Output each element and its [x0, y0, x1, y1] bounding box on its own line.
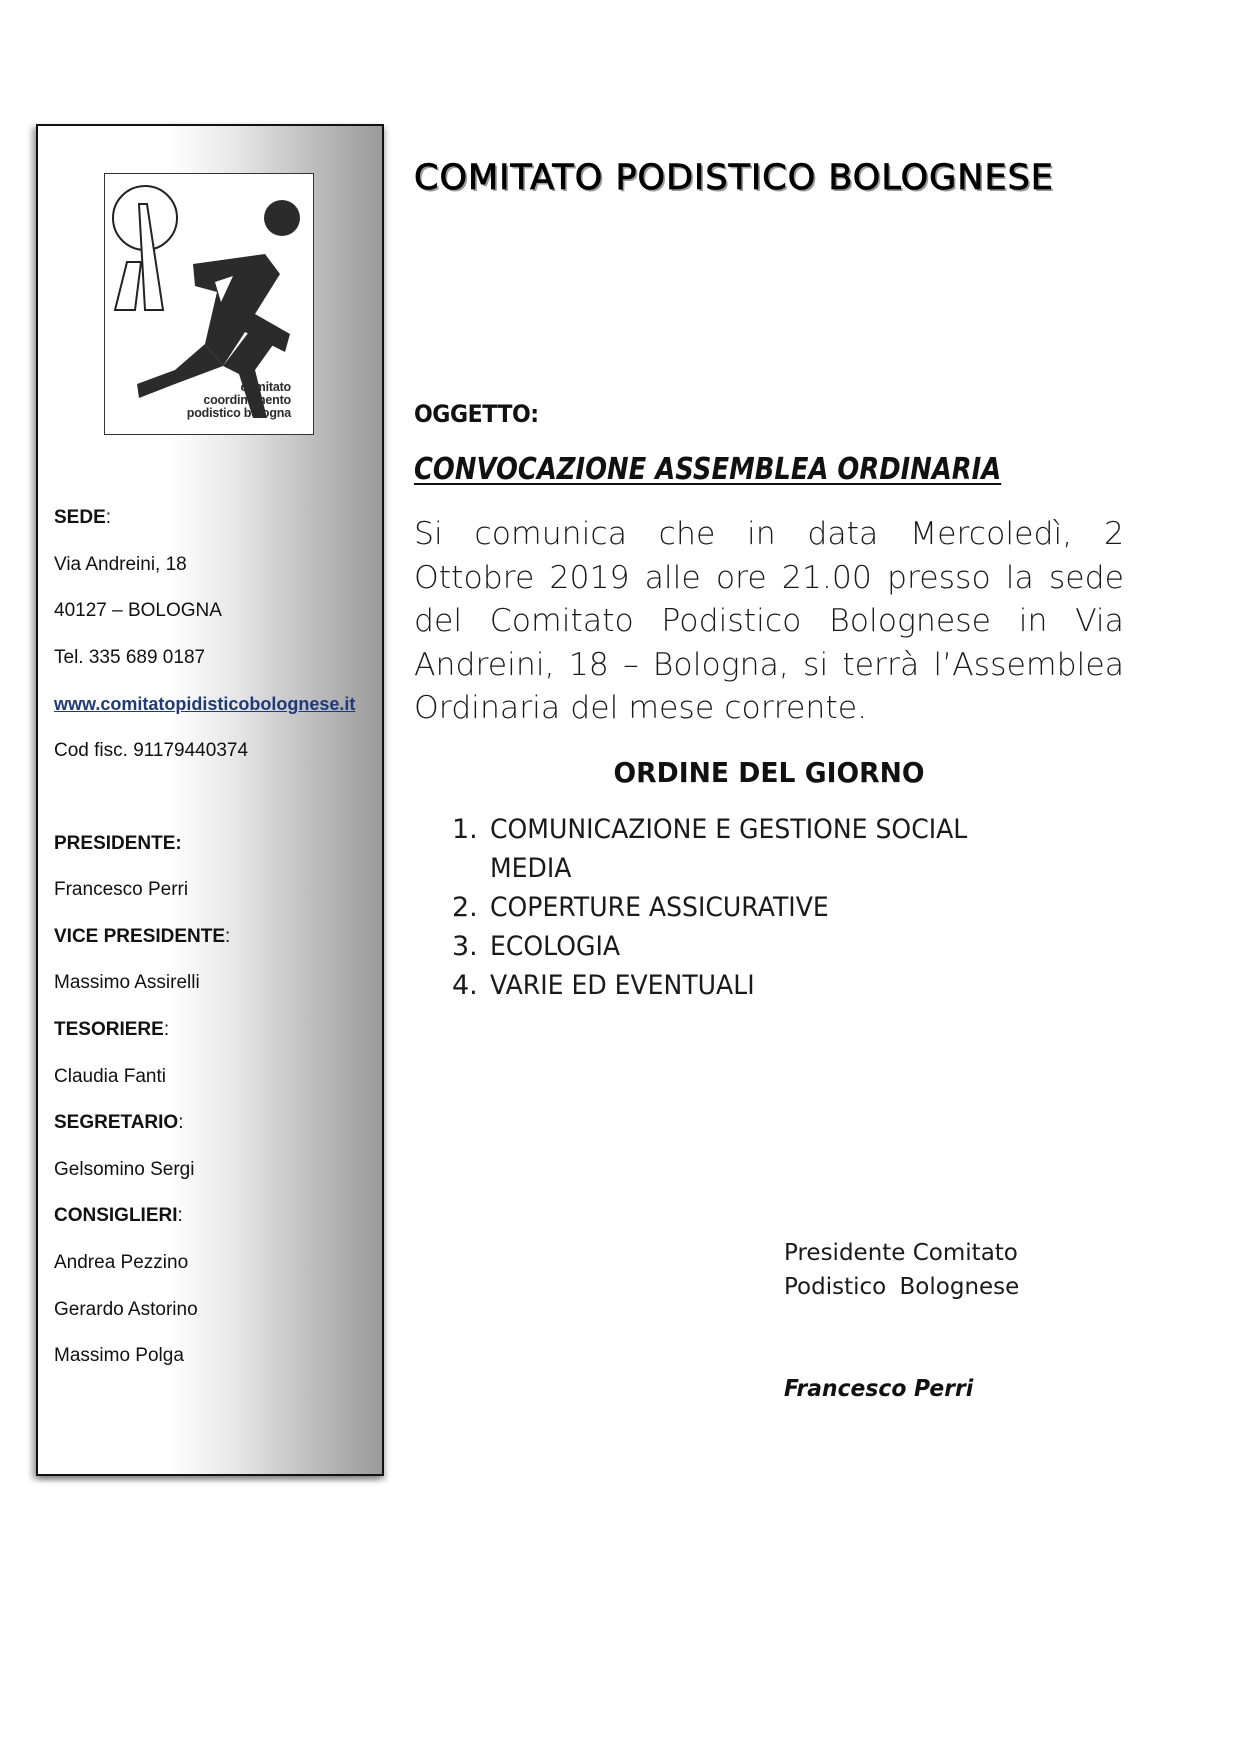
website-row [54, 693, 374, 740]
agenda-title: ORDINE DEL GIORNO [613, 756, 925, 789]
phone-number: Tel. 335 689 0187 [54, 646, 206, 668]
logo-caption-line: coordinamento [203, 393, 291, 407]
agenda-item-text: COMUNICAZIONE E GESTIONE SOCIAL MEDIA [490, 814, 968, 884]
role-name: Francesco Perri [54, 879, 189, 901]
signature-title-line1: Presidente Comitato [784, 1240, 1018, 1266]
role-name: Massimo Assirelli [54, 972, 200, 994]
role-label-consiglieri [54, 1205, 374, 1252]
logo-caption [187, 381, 291, 420]
role-label-vice-presidente [54, 926, 374, 973]
role-name: Gerardo Astorino [54, 1298, 198, 1320]
role-label-tesoriere [54, 1019, 374, 1066]
agenda-item-number: 4. [452, 970, 478, 1001]
role-label: CONSIGLIERI [54, 1205, 178, 1227]
page-title [414, 158, 1054, 198]
logo [104, 173, 314, 435]
role-label-presidente [54, 833, 374, 880]
role-label: TESORIERE [54, 1018, 164, 1040]
tax-code: Cod fisc. 91179440374 [54, 739, 249, 761]
spacer [54, 787, 374, 833]
sidebar-info [54, 507, 374, 1392]
role-name: Gelsomino Sergi [54, 1158, 195, 1180]
logo-caption-line: comitato [240, 380, 291, 394]
colon: : [105, 507, 112, 528]
role-label: SEGRETARIO [54, 1112, 179, 1134]
body-paragraph: Si comunica che in data Mercoledì, 2 Ottobre 2019 alle ore 21.00 presso la sede del Comitato Podistico Bolognese in Via Andreini, 18 – Bologna, si terrà l’Assemblea Ordinaria del mese corrente. [414, 516, 1124, 726]
signature-block [784, 1236, 1019, 1304]
agenda-item-number: 2. [452, 892, 478, 923]
role-name: Massimo Polga [54, 1345, 184, 1367]
role-label-segretario [54, 1112, 374, 1159]
agenda-item-number: 3. [452, 931, 478, 962]
address-line1: Via Andreini, 18 [54, 553, 187, 575]
sede-label: SEDE [54, 507, 106, 528]
agenda-item-text: ECOLOGIA [490, 931, 621, 962]
address-line2: 40127 – BOLOGNA [54, 600, 222, 622]
agenda-list [452, 810, 1072, 1005]
sidebar-panel [36, 124, 384, 1476]
colon: : [225, 925, 231, 947]
signature-title-line2: Podistico Bolognese [784, 1274, 1020, 1300]
role-label: VICE PRESIDENTE [54, 925, 226, 947]
subject-heading: CONVOCAZIONE ASSEMBLEA ORDINARIA [414, 452, 1002, 487]
website-link[interactable]: www.comitatopidisticobolognese.it [54, 694, 356, 715]
role-name: Andrea Pezzino [54, 1251, 189, 1273]
agenda-item-number: 1. [452, 814, 478, 845]
role-name: Claudia Fanti [54, 1065, 166, 1087]
agenda-item-text: COPERTURE ASSICURATIVE [490, 892, 829, 923]
agenda-item [452, 888, 1072, 927]
agenda-item [452, 966, 1072, 1005]
colon: : [163, 1018, 170, 1040]
colon: : [177, 1205, 183, 1227]
agenda-item [452, 810, 1072, 888]
agenda-item [452, 927, 1072, 966]
signature-name: Francesco Perri [784, 1376, 974, 1402]
sede-heading [54, 507, 374, 554]
logo-caption-line: podistico bologna [186, 406, 291, 420]
role-label: PRESIDENTE: [54, 832, 182, 854]
agenda-item-text: VARIE ED EVENTUALI [490, 970, 755, 1001]
colon: : [178, 1112, 184, 1134]
subject-label: OGGETTO: [414, 400, 539, 428]
page-title-text: COMITATO PODISTICO BOLOGNESE [414, 158, 1054, 198]
